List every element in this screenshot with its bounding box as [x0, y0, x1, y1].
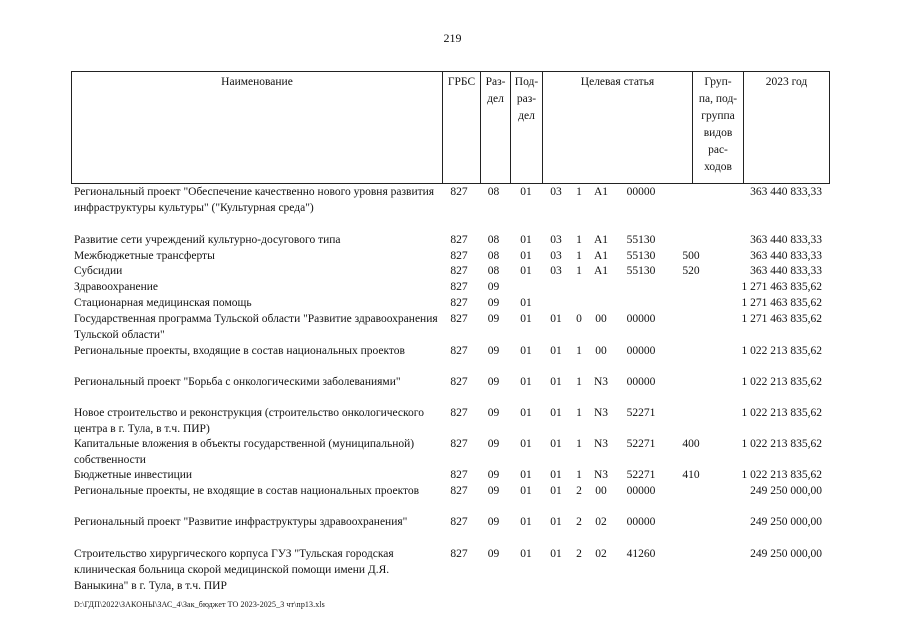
row-podrazdel: 01 [520, 250, 532, 262]
row-target-subprogram: 0 [576, 313, 582, 325]
row-target-program: 01 [550, 407, 562, 419]
row-target-program: 03 [550, 250, 562, 262]
row-podrazdel: 01 [520, 313, 532, 325]
row-target-project: A1 [593, 234, 609, 246]
row-target-direction: 52271 [626, 407, 656, 419]
row-target-subprogram: 1 [576, 345, 582, 357]
table-row [0, 546, 905, 592]
row-amount: 1 271 463 835,62 [741, 281, 822, 293]
row-podrazdel: 01 [520, 376, 532, 388]
row-podrazdel: 01 [520, 485, 532, 497]
row-amount: 1 022 213 835,62 [741, 438, 822, 450]
row-target-direction: 00000 [626, 485, 656, 497]
row-target-program: 01 [550, 313, 562, 325]
row-target-direction: 52271 [626, 469, 656, 481]
row-razdel: 08 [487, 250, 500, 262]
row-target-direction: 00000 [626, 345, 656, 357]
row-target-project: 02 [595, 516, 607, 528]
row-target-program: 01 [550, 548, 562, 560]
row-target-subprogram: 2 [576, 485, 582, 497]
row-amount: 1 022 213 835,62 [741, 345, 822, 357]
row-target-direction: 55130 [626, 265, 656, 277]
row-podrazdel: 01 [520, 234, 532, 246]
row-target-subprogram: 1 [576, 469, 582, 481]
table-row [0, 184, 905, 214]
row-name: Развитие сети учреждений культурно-досугового типа [74, 234, 341, 246]
row-target-program: 03 [550, 265, 562, 277]
row-target-direction: 00000 [626, 313, 656, 325]
row-razdel: 09 [487, 376, 500, 388]
row-grbs: 827 [450, 376, 468, 388]
row-target-direction: 00000 [626, 376, 656, 388]
row-grbs: 827 [450, 345, 468, 357]
row-name: Капитальные вложения в объекты государственной (муниципальной) собственности [74, 438, 415, 466]
row-razdel: 09 [487, 548, 500, 560]
row-target-subprogram: 1 [576, 376, 582, 388]
table-row [0, 436, 905, 466]
row-target-subprogram: 1 [576, 265, 582, 277]
row-target-subprogram: 1 [576, 186, 582, 198]
row-target-direction: 55130 [626, 250, 656, 262]
header-group: Груп- па, под- группа видов рас- ходов [693, 72, 744, 184]
row-razdel: 09 [487, 407, 500, 419]
row-podrazdel: 01 [520, 186, 532, 198]
header-target: Целевая статья [543, 72, 693, 184]
row-target-program: 01 [550, 345, 562, 357]
row-podrazdel: 01 [520, 438, 532, 450]
row-grbs: 827 [450, 548, 468, 560]
row-grbs: 827 [450, 250, 468, 262]
row-amount: 1 271 463 835,62 [741, 313, 822, 325]
row-name: Региональные проекты, не входящие в состав национальных проектов [74, 485, 420, 497]
row-name: Стационарная медицинская помощь [74, 297, 252, 309]
row-target-project: N3 [593, 438, 609, 450]
row-grbs: 827 [450, 281, 468, 293]
table-row [0, 483, 905, 499]
row-amount: 249 250 000,00 [750, 485, 822, 497]
row-name: Региональный проект "Развитие инфраструктуры здравоохранения" [74, 516, 408, 528]
row-target-program: 01 [550, 376, 562, 388]
row-name: Здравоохранение [74, 281, 159, 293]
table-row [0, 232, 905, 248]
row-target-program: 03 [550, 186, 562, 198]
row-target-project: A1 [593, 250, 609, 262]
row-amount: 363 440 833,33 [750, 250, 822, 262]
row-grbs: 827 [450, 407, 468, 419]
row-razdel: 08 [487, 265, 500, 277]
row-target-project: 00 [595, 345, 607, 357]
row-grbs: 827 [450, 469, 468, 481]
row-target-project: N3 [593, 407, 609, 419]
row-name: Бюджетные инвестиции [74, 469, 193, 481]
row-grbs: 827 [450, 516, 468, 528]
row-target-subprogram: 2 [576, 516, 582, 528]
row-podrazdel: 01 [520, 297, 532, 309]
page-number: 219 [443, 31, 462, 45]
row-target-program: 01 [550, 485, 562, 497]
row-razdel: 08 [487, 186, 500, 198]
row-grbs: 827 [450, 313, 468, 325]
table-header [71, 71, 830, 184]
row-target-project: A1 [593, 265, 609, 277]
row-podrazdel: 01 [520, 345, 532, 357]
row-grbs: 827 [450, 234, 468, 246]
table-row [0, 263, 905, 279]
row-target-project: 00 [595, 313, 607, 325]
header-razdel: Раз- дел [481, 72, 511, 184]
row-razdel: 09 [487, 313, 500, 325]
row-amount: 249 250 000,00 [750, 548, 822, 560]
row-target-project: 02 [595, 548, 607, 560]
row-name: Государственная программа Тульской области "Развитие здравоохранения Тульской области" [74, 313, 438, 341]
row-amount: 1 271 463 835,62 [741, 297, 822, 309]
row-target-project: N3 [593, 469, 609, 481]
row-expense-group: 410 [682, 469, 700, 481]
header-grbs: ГРБС [443, 72, 481, 184]
row-target-direction: 41260 [626, 548, 656, 560]
row-target-direction: 55130 [626, 234, 656, 246]
row-amount: 1 022 213 835,62 [741, 469, 822, 481]
row-razdel: 08 [487, 234, 500, 246]
row-podrazdel: 01 [520, 407, 532, 419]
row-name: Региональный проект "Борьба с онкологическими заболеваниями" [74, 376, 401, 388]
row-grbs: 827 [450, 186, 468, 198]
table-row [0, 514, 905, 530]
row-podrazdel: 01 [520, 469, 532, 481]
row-expense-group: 520 [682, 265, 700, 277]
row-name: Региональные проекты, входящие в состав национальных проектов [74, 345, 405, 357]
row-grbs: 827 [450, 265, 468, 277]
row-target-program: 01 [550, 438, 562, 450]
row-target-subprogram: 1 [576, 438, 582, 450]
row-name: Новое строительство и реконструкция (строительство онкологического центра в г. Тула, в т.ч. ПИР) [74, 407, 424, 435]
table-row [0, 374, 905, 390]
row-target-program: 03 [550, 234, 562, 246]
header-year: 2023 год [744, 72, 830, 184]
row-razdel: 09 [487, 438, 500, 450]
table-row [0, 295, 905, 311]
row-target-direction: 00000 [626, 516, 656, 528]
row-razdel: 09 [487, 469, 500, 481]
row-amount: 363 440 833,33 [750, 186, 822, 198]
table-row [0, 405, 905, 435]
table-row [0, 279, 905, 295]
row-name: Субсидии [74, 265, 123, 277]
row-target-subprogram: 1 [576, 250, 582, 262]
header-podrazdel: Под- раз- дел [511, 72, 543, 184]
row-podrazdel: 01 [520, 265, 532, 277]
row-razdel: 09 [487, 297, 500, 309]
row-target-program: 01 [550, 516, 562, 528]
row-target-program: 01 [550, 469, 562, 481]
row-grbs: 827 [450, 438, 468, 450]
row-name: Межбюджетные трансферты [74, 250, 215, 262]
row-podrazdel: 01 [520, 548, 532, 560]
row-target-project: 00 [595, 485, 607, 497]
row-target-direction: 52271 [626, 438, 656, 450]
row-grbs: 827 [450, 485, 468, 497]
table-row [0, 311, 905, 341]
row-amount: 1 022 213 835,62 [741, 376, 822, 388]
row-name: Региональный проект "Обеспечение качественно нового уровня развития инфраструктуры культуры" ("Культурная среда") [74, 186, 435, 214]
row-razdel: 09 [487, 485, 500, 497]
table-row [0, 248, 905, 264]
row-target-subprogram: 1 [576, 407, 582, 419]
table-row [0, 343, 905, 359]
row-amount: 249 250 000,00 [750, 516, 822, 528]
row-name: Строительство хирургического корпуса ГУЗ "Тульская городская клиническая больница скорой медицинской помощи имени Д.Я. Ваныкина" в г. Тула, в т.ч. ПИР [74, 548, 394, 592]
row-razdel: 09 [487, 281, 500, 293]
row-amount: 1 022 213 835,62 [741, 407, 822, 419]
row-razdel: 09 [487, 516, 500, 528]
row-target-direction: 00000 [626, 186, 656, 198]
row-podrazdel: 01 [520, 516, 532, 528]
footer-file-path: D:\ГДП\2022\ЗАКОНЫ\ЗАС_4\Зак_бюджет ТО 2023-2025_3 чт\пр13.xls [74, 600, 325, 609]
row-expense-group: 500 [682, 250, 700, 262]
row-target-subprogram: 1 [576, 234, 582, 246]
row-amount: 363 440 833,33 [750, 265, 822, 277]
row-target-subprogram: 2 [576, 548, 582, 560]
table-row [0, 467, 905, 483]
row-target-project: A1 [593, 186, 609, 198]
row-expense-group: 400 [682, 438, 700, 450]
row-grbs: 827 [450, 297, 468, 309]
row-amount: 363 440 833,33 [750, 234, 822, 246]
row-target-project: N3 [593, 376, 609, 388]
header-name: Наименование [72, 72, 443, 184]
row-razdel: 09 [487, 345, 500, 357]
